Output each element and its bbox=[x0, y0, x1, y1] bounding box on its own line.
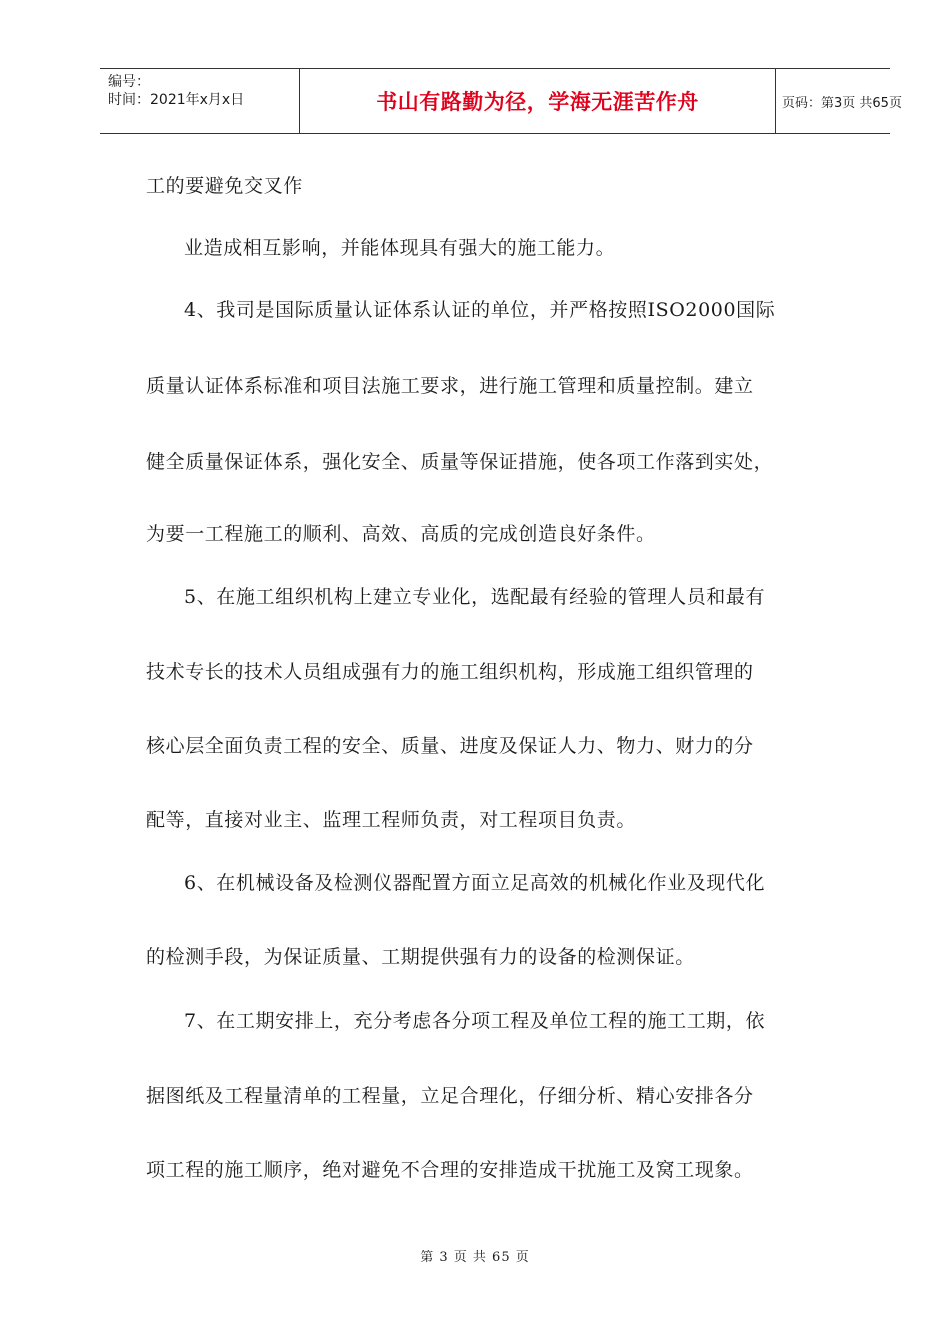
body-line: 为要一工程施工的顺利、高效、高质的完成创造良好条件。 bbox=[146, 523, 656, 545]
header-motto: 书山有路勤为径，学海无涯苦作舟 bbox=[300, 69, 776, 133]
document-header bbox=[100, 68, 902, 134]
body-line: 的检测手段，为保证质量、工期提供强有力的设备的检测保证。 bbox=[146, 946, 695, 968]
body-line: 质量认证体系标准和项目法施工要求，进行施工管理和质量控制。建立 bbox=[146, 375, 754, 397]
body-line: 据图纸及工程量清单的工程量，立足合理化，仔细分析、精心安排各分 bbox=[146, 1085, 754, 1107]
number-label: 编号： bbox=[108, 74, 150, 90]
header-page-code: 页码：第3页 共65页 bbox=[782, 95, 902, 111]
body-line: 项工程的施工顺序，绝对避免不合理的安排造成干扰施工及窝工现象。 bbox=[146, 1159, 754, 1181]
header-meta bbox=[100, 69, 300, 133]
body-line: 5、在施工组织机构上建立专业化，选配最有经验的管理人员和最有 bbox=[184, 586, 766, 608]
body-line: 配等，直接对业主、监理工程师负责，对工程项目负责。 bbox=[146, 809, 637, 831]
body-line: 6、在机械设备及检测仪器配置方面立足高效的机械化作业及现代化 bbox=[184, 872, 766, 894]
page-footer: 第 3 页 共 65 页 bbox=[420, 1250, 530, 1265]
body-line: 7、在工期安排上，充分考虑各分项工程及单位工程的施工工期，依 bbox=[184, 1010, 766, 1032]
date-label: 时间：2021年x月x日 bbox=[108, 92, 245, 108]
body-line: 核心层全面负责工程的安全、质量、进度及保证人力、物力、财力的分 bbox=[146, 735, 754, 757]
body-line: 技术专长的技术人员组成强有力的施工组织机构，形成施工组织管理的 bbox=[146, 661, 754, 683]
body-line: 健全质量保证体系，强化安全、质量等保证措施，使各项工作落到实处， bbox=[146, 451, 774, 473]
body-line: 工的要避免交叉作 bbox=[146, 175, 303, 197]
body-line: 4、我司是国际质量认证体系认证的单位，并严格按照ISO2000国际 bbox=[184, 299, 776, 321]
body-line: 业造成相互影响，并能体现具有强大的施工能力。 bbox=[184, 237, 616, 259]
